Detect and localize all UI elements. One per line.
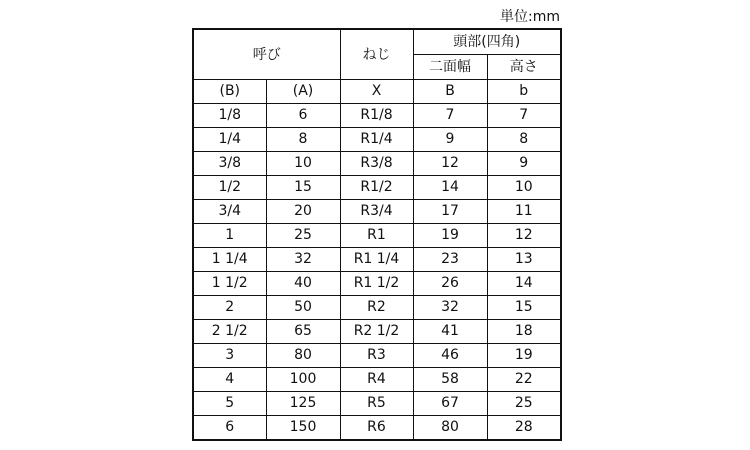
cell-width-across-flats: 32 <box>413 296 487 320</box>
cell-nominal-b: 3 <box>193 344 266 368</box>
table-row <box>193 200 561 224</box>
cell-thread: R1/8 <box>340 104 413 128</box>
cell-thread: R1/4 <box>340 128 413 152</box>
cell-nominal-a: 80 <box>266 344 340 368</box>
cell-height: 18 <box>487 320 561 344</box>
table-row <box>193 248 561 272</box>
table-row <box>193 296 561 320</box>
cell-thread: R6 <box>340 416 413 441</box>
table-row <box>193 416 561 441</box>
cell-thread: R4 <box>340 368 413 392</box>
subheader-x: X <box>340 80 413 104</box>
cell-height: 25 <box>487 392 561 416</box>
cell-nominal-a: 8 <box>266 128 340 152</box>
cell-nominal-a: 25 <box>266 224 340 248</box>
table-row <box>193 104 561 128</box>
cell-width-across-flats: 7 <box>413 104 487 128</box>
cell-width-across-flats: 19 <box>413 224 487 248</box>
cell-nominal-a: 20 <box>266 200 340 224</box>
cell-nominal-a: 65 <box>266 320 340 344</box>
header-thread: ねじ <box>340 29 413 80</box>
cell-height: 13 <box>487 248 561 272</box>
subheader-b-height: b <box>487 80 561 104</box>
cell-thread: R1 <box>340 224 413 248</box>
cell-height: 10 <box>487 176 561 200</box>
subheader-b-width: B <box>413 80 487 104</box>
header-row-1 <box>193 29 561 55</box>
cell-nominal-b: 1/2 <box>193 176 266 200</box>
cell-thread: R3/4 <box>340 200 413 224</box>
cell-thread: R1 1/2 <box>340 272 413 296</box>
cell-nominal-a: 100 <box>266 368 340 392</box>
table-row <box>193 176 561 200</box>
cell-width-across-flats: 17 <box>413 200 487 224</box>
cell-nominal-b: 3/8 <box>193 152 266 176</box>
cell-width-across-flats: 9 <box>413 128 487 152</box>
subheader-a-mm: (A) <box>266 80 340 104</box>
cell-nominal-a: 15 <box>266 176 340 200</box>
cell-height: 12 <box>487 224 561 248</box>
table-row <box>193 128 561 152</box>
cell-nominal-b: 4 <box>193 368 266 392</box>
cell-nominal-b: 1/4 <box>193 128 266 152</box>
cell-thread: R1/2 <box>340 176 413 200</box>
cell-nominal-b: 1 1/4 <box>193 248 266 272</box>
cell-nominal-b: 3/4 <box>193 200 266 224</box>
cell-height: 22 <box>487 368 561 392</box>
table-row <box>193 344 561 368</box>
table-row <box>193 392 561 416</box>
cell-width-across-flats: 26 <box>413 272 487 296</box>
unit-label: 単位:mm <box>500 9 560 25</box>
table-row <box>193 224 561 248</box>
cell-width-across-flats: 12 <box>413 152 487 176</box>
cell-nominal-a: 32 <box>266 248 340 272</box>
cell-thread: R2 <box>340 296 413 320</box>
cell-nominal-a: 50 <box>266 296 340 320</box>
cell-height: 19 <box>487 344 561 368</box>
cell-width-across-flats: 67 <box>413 392 487 416</box>
cell-nominal-b: 6 <box>193 416 266 441</box>
table-row <box>193 152 561 176</box>
cell-nominal-a: 125 <box>266 392 340 416</box>
table-row <box>193 368 561 392</box>
cell-width-across-flats: 46 <box>413 344 487 368</box>
table-row <box>193 272 561 296</box>
header-nominal: 呼び <box>193 29 340 80</box>
cell-height: 15 <box>487 296 561 320</box>
cell-width-across-flats: 41 <box>413 320 487 344</box>
cell-thread: R3 <box>340 344 413 368</box>
cell-width-across-flats: 58 <box>413 368 487 392</box>
header-width-across-flats: 二面幅 <box>413 55 487 80</box>
cell-nominal-b: 2 1/2 <box>193 320 266 344</box>
cell-thread: R2 1/2 <box>340 320 413 344</box>
cell-width-across-flats: 14 <box>413 176 487 200</box>
cell-thread: R3/8 <box>340 152 413 176</box>
cell-width-across-flats: 23 <box>413 248 487 272</box>
cell-height: 11 <box>487 200 561 224</box>
cell-nominal-b: 1/8 <box>193 104 266 128</box>
subheader-b-inch: (B) <box>193 80 266 104</box>
cell-nominal-a: 10 <box>266 152 340 176</box>
cell-nominal-a: 150 <box>266 416 340 441</box>
cell-height: 14 <box>487 272 561 296</box>
cell-nominal-b: 2 <box>193 296 266 320</box>
cell-height: 28 <box>487 416 561 441</box>
cell-thread: R5 <box>340 392 413 416</box>
table-row <box>193 320 561 344</box>
cell-height: 9 <box>487 152 561 176</box>
cell-nominal-a: 40 <box>266 272 340 296</box>
dimension-table <box>192 28 562 441</box>
cell-nominal-a: 6 <box>266 104 340 128</box>
subheader-row <box>193 80 561 104</box>
cell-nominal-b: 5 <box>193 392 266 416</box>
cell-nominal-b: 1 1/2 <box>193 272 266 296</box>
cell-height: 8 <box>487 128 561 152</box>
header-head: 頭部(四角) <box>413 29 561 55</box>
cell-thread: R1 1/4 <box>340 248 413 272</box>
cell-nominal-b: 1 <box>193 224 266 248</box>
cell-height: 7 <box>487 104 561 128</box>
header-height: 高さ <box>487 55 561 80</box>
cell-width-across-flats: 80 <box>413 416 487 441</box>
